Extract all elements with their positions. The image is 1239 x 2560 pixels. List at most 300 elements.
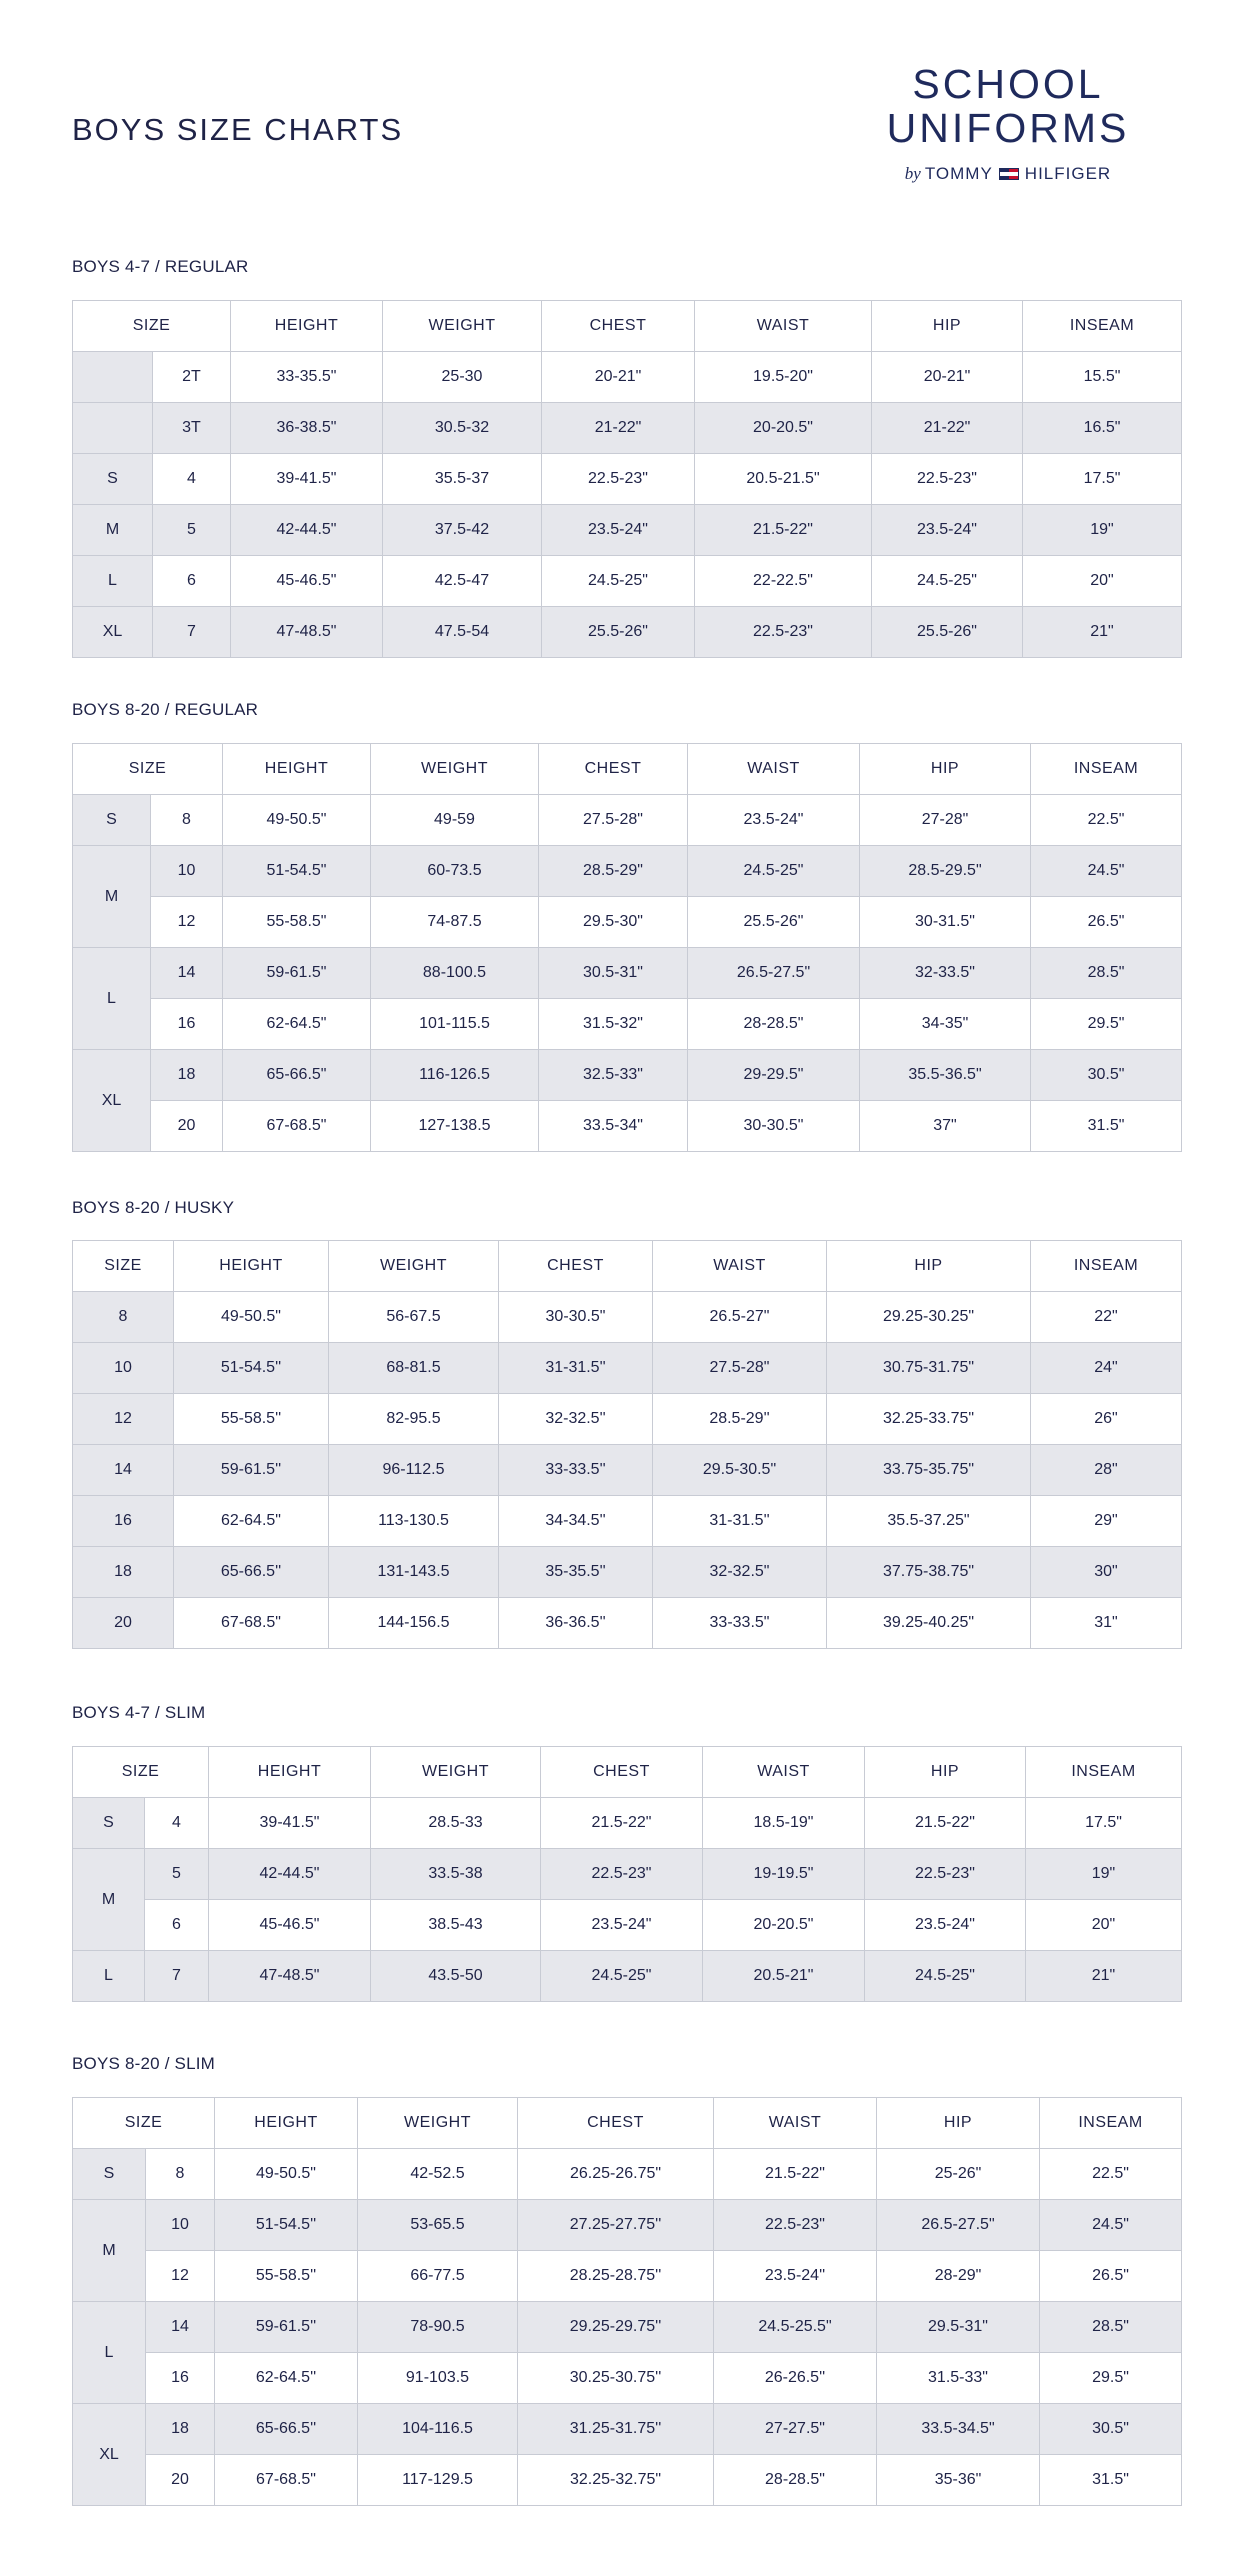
waist-cell: 26-26.5'' — [714, 2353, 877, 2404]
chest-cell: 32.5-33" — [539, 1050, 688, 1101]
header-hip: HIP — [860, 744, 1031, 795]
chest-cell: 21.5-22" — [541, 1798, 703, 1849]
header-weight: WEIGHT — [371, 1747, 541, 1798]
height-cell: 59-61.5'' — [215, 2302, 358, 2353]
inseam-cell: 24.5" — [1031, 846, 1182, 897]
size-cell: 12 — [151, 897, 223, 948]
weight-cell: 127-138.5 — [371, 1101, 539, 1152]
header-weight: WEIGHT — [358, 2098, 518, 2149]
height-cell: 42-44.5" — [209, 1849, 371, 1900]
header-chest: CHEST — [499, 1241, 653, 1292]
inseam-cell: 24" — [1031, 1343, 1182, 1394]
table-row — [73, 2200, 1182, 2251]
chest-cell: 26.25-26.75" — [518, 2149, 714, 2200]
table-row — [73, 2149, 1182, 2200]
hip-cell: 28-29" — [877, 2251, 1040, 2302]
chest-cell: 33-33.5'' — [499, 1445, 653, 1496]
header-hip: HIP — [877, 2098, 1040, 2149]
header-weight: WEIGHT — [329, 1241, 499, 1292]
inseam-cell: 17.5" — [1023, 454, 1182, 505]
table-row — [73, 1849, 1182, 1900]
weight-cell: 47.5-54 — [383, 607, 542, 658]
weight-cell: 117-129.5 — [358, 2455, 518, 2506]
waist-cell: 28.5-29'' — [653, 1394, 827, 1445]
header-waist: WAIST — [714, 2098, 877, 2149]
weight-cell: 33.5-38 — [371, 1849, 541, 1900]
size-group-cell: S — [73, 2149, 146, 2200]
size-cell: 6 — [145, 1900, 209, 1951]
header-weight: WEIGHT — [371, 744, 539, 795]
height-cell: 67-68.5" — [215, 2455, 358, 2506]
table-row — [73, 1292, 1182, 1343]
inseam-cell: 29.5" — [1031, 999, 1182, 1050]
table-row — [73, 1445, 1182, 1496]
hip-cell: 26.5-27.5" — [877, 2200, 1040, 2251]
hip-cell: 35-36" — [877, 2455, 1040, 2506]
table-header-row — [73, 744, 1182, 795]
weight-cell: 35.5-37 — [383, 454, 542, 505]
logo-line-uniforms: UNIFORMS — [886, 105, 1130, 151]
hip-cell: 24.5-25" — [872, 556, 1023, 607]
inseam-cell: 20" — [1023, 556, 1182, 607]
inseam-cell: 31.5" — [1040, 2455, 1182, 2506]
height-cell: 55-58.5'' — [174, 1394, 329, 1445]
size-cell: 8 — [73, 1292, 174, 1343]
table-header-row — [73, 1241, 1182, 1292]
size-cell: 10 — [146, 2200, 215, 2251]
height-cell: 62-64.5" — [223, 999, 371, 1050]
school-uniforms-logo — [878, 62, 1138, 184]
logo-brand-right: HILFIGER — [1024, 164, 1112, 183]
weight-cell: 101-115.5 — [371, 999, 539, 1050]
size-cell: 14 — [73, 1445, 174, 1496]
size-cell: 18 — [151, 1050, 223, 1101]
inseam-cell: 19" — [1023, 505, 1182, 556]
height-cell: 49-50.5" — [215, 2149, 358, 2200]
height-cell: 51-54.5'' — [174, 1343, 329, 1394]
height-cell: 55-58.5" — [223, 897, 371, 948]
chest-cell: 20-21" — [542, 352, 695, 403]
chest-cell: 23.5-24" — [542, 505, 695, 556]
inseam-cell: 17.5" — [1026, 1798, 1182, 1849]
header-height: HEIGHT — [215, 2098, 358, 2149]
size-cell: 18 — [73, 1547, 174, 1598]
logo-brand-left: TOMMY — [924, 164, 993, 183]
inseam-cell: 22.5" — [1031, 795, 1182, 846]
weight-cell: 82-95.5 — [329, 1394, 499, 1445]
header-weight: WEIGHT — [383, 301, 542, 352]
table-header-row — [73, 2098, 1182, 2149]
table-row — [73, 1343, 1182, 1394]
section-title-boys-4-7-regular: BOYS 4-7 / REGULAR — [72, 257, 249, 276]
chest-cell: 27.5-28" — [539, 795, 688, 846]
table-row — [73, 1951, 1182, 2002]
waist-cell: 23.5-24" — [688, 795, 860, 846]
inseam-cell: 21" — [1023, 607, 1182, 658]
table-row — [73, 403, 1182, 454]
waist-cell: 21.5-22" — [714, 2149, 877, 2200]
waist-cell: 32-32.5" — [653, 1547, 827, 1598]
table-row — [73, 1050, 1182, 1101]
header-hip: HIP — [827, 1241, 1031, 1292]
chest-cell: 28.25-28.75'' — [518, 2251, 714, 2302]
table-row — [73, 1547, 1182, 1598]
size-cell: 20 — [146, 2455, 215, 2506]
hip-cell: 35.5-36.5" — [860, 1050, 1031, 1101]
size-group-cell: XL — [73, 1050, 151, 1152]
hip-cell: 35.5-37.25" — [827, 1496, 1031, 1547]
size-group-cell: S — [73, 795, 151, 846]
hip-cell: 33.5-34.5" — [877, 2404, 1040, 2455]
table-row — [73, 505, 1182, 556]
hip-cell: 24.5-25" — [865, 1951, 1026, 2002]
header-hip: HIP — [872, 301, 1023, 352]
table-row — [73, 2251, 1182, 2302]
height-cell: 36-38.5" — [231, 403, 383, 454]
table-row — [73, 897, 1182, 948]
header-height: HEIGHT — [174, 1241, 329, 1292]
size-group-cell: XL — [73, 607, 153, 658]
hip-cell: 32-33.5" — [860, 948, 1031, 999]
inseam-cell: 20" — [1026, 1900, 1182, 1951]
table-row — [73, 1496, 1182, 1547]
waist-cell: 22-22.5" — [695, 556, 872, 607]
hip-cell: 30.75-31.75" — [827, 1343, 1031, 1394]
size-cell: 16 — [73, 1496, 174, 1547]
table-row — [73, 556, 1182, 607]
waist-cell: 31-31.5'' — [653, 1496, 827, 1547]
table-row — [73, 2404, 1182, 2455]
header-height: HEIGHT — [231, 301, 383, 352]
height-cell: 51-54.5" — [223, 846, 371, 897]
waist-cell: 22.5-23" — [714, 2200, 877, 2251]
size-cell: 7 — [145, 1951, 209, 2002]
chest-cell: 31.25-31.75'' — [518, 2404, 714, 2455]
weight-cell: 66-77.5 — [358, 2251, 518, 2302]
header-inseam: INSEAM — [1023, 301, 1182, 352]
height-cell: 62-64.5" — [174, 1496, 329, 1547]
waist-cell: 27-27.5" — [714, 2404, 877, 2455]
header-size: SIZE — [73, 1241, 174, 1292]
hip-cell: 25.5-26" — [872, 607, 1023, 658]
inseam-cell: 19" — [1026, 1849, 1182, 1900]
waist-cell: 29.5-30.5" — [653, 1445, 827, 1496]
hip-cell: 22.5-23" — [872, 454, 1023, 505]
weight-cell: 28.5-33 — [371, 1798, 541, 1849]
waist-cell: 29-29.5" — [688, 1050, 860, 1101]
size-group-cell: S — [73, 454, 153, 505]
section-title-boys-8-20-husky: BOYS 8-20 / HUSKY — [72, 1198, 235, 1217]
inseam-cell: 22.5" — [1040, 2149, 1182, 2200]
hip-cell: 33.75-35.75" — [827, 1445, 1031, 1496]
size-cell: 5 — [153, 505, 231, 556]
size-cell: 2T — [153, 352, 231, 403]
header-waist: WAIST — [688, 744, 860, 795]
size-group-cell: M — [73, 505, 153, 556]
inseam-cell: 16.5" — [1023, 403, 1182, 454]
height-cell: 39-41.5" — [231, 454, 383, 505]
waist-cell: 18.5-19" — [703, 1798, 865, 1849]
inseam-cell: 24.5" — [1040, 2200, 1182, 2251]
weight-cell: 104-116.5 — [358, 2404, 518, 2455]
chest-cell: 34-34.5'' — [499, 1496, 653, 1547]
size-group-cell — [73, 352, 153, 403]
size-group-cell: S — [73, 1798, 145, 1849]
height-cell: 55-58.5'' — [215, 2251, 358, 2302]
weight-cell: 60-73.5 — [371, 846, 539, 897]
size-table-boys-8-20-husky — [72, 1240, 1182, 1649]
height-cell: 49-50.5" — [223, 795, 371, 846]
hip-cell: 25-26" — [877, 2149, 1040, 2200]
weight-cell: 116-126.5 — [371, 1050, 539, 1101]
table-header-row — [73, 1747, 1182, 1798]
weight-cell: 42-52.5 — [358, 2149, 518, 2200]
hip-cell: 39.25-40.25" — [827, 1598, 1031, 1649]
header-inseam: INSEAM — [1040, 2098, 1182, 2149]
chest-cell: 32-32.5'' — [499, 1394, 653, 1445]
inseam-cell: 31" — [1031, 1598, 1182, 1649]
size-cell: 12 — [73, 1394, 174, 1445]
table-row — [73, 1798, 1182, 1849]
height-cell: 51-54.5'' — [215, 2200, 358, 2251]
size-group-cell — [73, 403, 153, 454]
inseam-cell: 26.5" — [1031, 897, 1182, 948]
waist-cell: 19.5-20" — [695, 352, 872, 403]
waist-cell: 24.5-25.5" — [714, 2302, 877, 2353]
inseam-cell: 29.5" — [1040, 2353, 1182, 2404]
hip-cell: 20-21" — [872, 352, 1023, 403]
weight-cell: 42.5-47 — [383, 556, 542, 607]
inseam-cell: 30" — [1031, 1547, 1182, 1598]
weight-cell: 30.5-32 — [383, 403, 542, 454]
header-size: SIZE — [73, 301, 231, 352]
table-row — [73, 1598, 1182, 1649]
table-row — [73, 2302, 1182, 2353]
size-group-cell: M — [73, 1849, 145, 1951]
chest-cell: 30-30.5" — [499, 1292, 653, 1343]
size-cell: 10 — [151, 846, 223, 897]
size-cell: 18 — [146, 2404, 215, 2455]
waist-cell: 20-20.5" — [703, 1900, 865, 1951]
hip-cell: 22.5-23" — [865, 1849, 1026, 1900]
chest-cell: 24.5-25" — [542, 556, 695, 607]
chest-cell: 24.5-25" — [541, 1951, 703, 2002]
height-cell: 42-44.5" — [231, 505, 383, 556]
waist-cell: 21.5-22" — [695, 505, 872, 556]
waist-cell: 28-28.5" — [714, 2455, 877, 2506]
tommy-flag-icon — [999, 168, 1019, 180]
header-inseam: INSEAM — [1031, 744, 1182, 795]
section-title-boys-4-7-slim: BOYS 4-7 / SLIM — [72, 1703, 206, 1722]
chest-cell: 27.25-27.75'' — [518, 2200, 714, 2251]
waist-cell: 28-28.5" — [688, 999, 860, 1050]
weight-cell: 113-130.5 — [329, 1496, 499, 1547]
header-hip: HIP — [865, 1747, 1026, 1798]
inseam-cell: 28.5" — [1031, 948, 1182, 999]
table-row — [73, 2353, 1182, 2404]
size-group-cell: L — [73, 948, 151, 1050]
height-cell: 59-61.5" — [223, 948, 371, 999]
page-title: BOYS SIZE CHARTS — [72, 112, 404, 147]
inseam-cell: 30.5" — [1031, 1050, 1182, 1101]
chest-cell: 33.5-34" — [539, 1101, 688, 1152]
hip-cell: 27-28" — [860, 795, 1031, 846]
chest-cell: 29.25-29.75'' — [518, 2302, 714, 2353]
waist-cell: 26.5-27" — [653, 1292, 827, 1343]
hip-cell: 23.5-24" — [865, 1900, 1026, 1951]
height-cell: 65-66.5'' — [215, 2404, 358, 2455]
table-row — [73, 795, 1182, 846]
waist-cell: 23.5-24'' — [714, 2251, 877, 2302]
hip-cell: 21.5-22" — [865, 1798, 1026, 1849]
waist-cell: 19-19.5" — [703, 1849, 865, 1900]
header-height: HEIGHT — [209, 1747, 371, 1798]
inseam-cell: 28" — [1031, 1445, 1182, 1496]
header-chest: CHEST — [542, 301, 695, 352]
waist-cell: 26.5-27.5" — [688, 948, 860, 999]
hip-cell: 29.25-30.25" — [827, 1292, 1031, 1343]
size-table-boys-8-20-slim — [72, 2097, 1182, 2506]
chest-cell: 35-35.5'' — [499, 1547, 653, 1598]
section-title-boys-8-20-regular: BOYS 8-20 / REGULAR — [72, 700, 259, 719]
hip-cell: 34-35" — [860, 999, 1031, 1050]
height-cell: 33-35.5" — [231, 352, 383, 403]
height-cell: 47-48.5" — [209, 1951, 371, 2002]
waist-cell: 30-30.5" — [688, 1101, 860, 1152]
header-waist: WAIST — [703, 1747, 865, 1798]
header-size: SIZE — [73, 1747, 209, 1798]
header-height: HEIGHT — [223, 744, 371, 795]
size-cell: 8 — [146, 2149, 215, 2200]
height-cell: 59-61.5'' — [174, 1445, 329, 1496]
size-cell: 4 — [153, 454, 231, 505]
size-cell: 20 — [151, 1101, 223, 1152]
size-cell: 6 — [153, 556, 231, 607]
waist-cell: 20.5-21" — [703, 1951, 865, 2002]
height-cell: 45-46.5" — [209, 1900, 371, 1951]
waist-cell: 25.5-26" — [688, 897, 860, 948]
section-title-boys-8-20-slim: BOYS 8-20 / SLIM — [72, 2054, 216, 2073]
header-chest: CHEST — [541, 1747, 703, 1798]
height-cell: 67-68.5" — [174, 1598, 329, 1649]
chest-cell: 31.5-32" — [539, 999, 688, 1050]
inseam-cell: 26" — [1031, 1394, 1182, 1445]
size-cell: 7 — [153, 607, 231, 658]
weight-cell: 25-30 — [383, 352, 542, 403]
waist-cell: 20-20.5" — [695, 403, 872, 454]
weight-cell: 91-103.5 — [358, 2353, 518, 2404]
table-row — [73, 607, 1182, 658]
size-cell: 20 — [73, 1598, 174, 1649]
height-cell: 65-66.5" — [223, 1050, 371, 1101]
table-row — [73, 948, 1182, 999]
inseam-cell: 26.5" — [1040, 2251, 1182, 2302]
size-cell: 8 — [151, 795, 223, 846]
table-header-row — [73, 301, 1182, 352]
chest-cell: 21-22" — [542, 403, 695, 454]
hip-cell: 37.75-38.75" — [827, 1547, 1031, 1598]
height-cell: 67-68.5" — [223, 1101, 371, 1152]
inseam-cell: 31.5" — [1031, 1101, 1182, 1152]
header-inseam: INSEAM — [1031, 1241, 1182, 1292]
inseam-cell: 29" — [1031, 1496, 1182, 1547]
weight-cell: 88-100.5 — [371, 948, 539, 999]
size-group-cell: L — [73, 556, 153, 607]
size-cell: 14 — [146, 2302, 215, 2353]
hip-cell: 31.5-33" — [877, 2353, 1040, 2404]
hip-cell: 29.5-31" — [877, 2302, 1040, 2353]
height-cell: 47-48.5" — [231, 607, 383, 658]
weight-cell: 96-112.5 — [329, 1445, 499, 1496]
table-row — [73, 846, 1182, 897]
size-cell: 14 — [151, 948, 223, 999]
height-cell: 65-66.5'' — [174, 1547, 329, 1598]
waist-cell: 24.5-25" — [688, 846, 860, 897]
hip-cell: 32.25-33.75" — [827, 1394, 1031, 1445]
table-row — [73, 999, 1182, 1050]
header-size: SIZE — [73, 744, 223, 795]
header-waist: WAIST — [653, 1241, 827, 1292]
inseam-cell: 28.5" — [1040, 2302, 1182, 2353]
chest-cell: 28.5-29" — [539, 846, 688, 897]
height-cell: 39-41.5" — [209, 1798, 371, 1849]
header-chest: CHEST — [518, 2098, 714, 2149]
chest-cell: 22.5-23" — [541, 1849, 703, 1900]
size-cell: 16 — [151, 999, 223, 1050]
height-cell: 45-46.5" — [231, 556, 383, 607]
weight-cell: 144-156.5 — [329, 1598, 499, 1649]
weight-cell: 49-59 — [371, 795, 539, 846]
waist-cell: 22.5-23" — [695, 607, 872, 658]
waist-cell: 20.5-21.5" — [695, 454, 872, 505]
logo-line-school: SCHOOL — [912, 61, 1104, 107]
chest-cell: 23.5-24" — [541, 1900, 703, 1951]
weight-cell: 38.5-43 — [371, 1900, 541, 1951]
size-table-boys-8-20-regular — [72, 743, 1182, 1152]
height-cell: 62-64.5'' — [215, 2353, 358, 2404]
size-table-boys-4-7-slim — [72, 1746, 1182, 2002]
size-cell: 16 — [146, 2353, 215, 2404]
table-row — [73, 1900, 1182, 1951]
hip-cell: 21-22" — [872, 403, 1023, 454]
header-inseam: INSEAM — [1026, 1747, 1182, 1798]
size-cell: 12 — [146, 2251, 215, 2302]
header-waist: WAIST — [695, 301, 872, 352]
weight-cell: 74-87.5 — [371, 897, 539, 948]
size-group-cell: M — [73, 2200, 146, 2302]
chest-cell: 29.5-30" — [539, 897, 688, 948]
size-table-boys-4-7-regular — [72, 300, 1182, 658]
size-group-cell: L — [73, 1951, 145, 2002]
size-group-cell: M — [73, 846, 151, 948]
inseam-cell: 21" — [1026, 1951, 1182, 2002]
chest-cell: 31-31.5'' — [499, 1343, 653, 1394]
size-group-cell: L — [73, 2302, 146, 2404]
chest-cell: 30.5-31" — [539, 948, 688, 999]
chest-cell: 22.5-23" — [542, 454, 695, 505]
weight-cell: 43.5-50 — [371, 1951, 541, 2002]
chest-cell: 30.25-30.75'' — [518, 2353, 714, 2404]
hip-cell: 37" — [860, 1101, 1031, 1152]
inseam-cell: 22" — [1031, 1292, 1182, 1343]
logo-by: by — [904, 164, 921, 183]
waist-cell: 33-33.5" — [653, 1598, 827, 1649]
weight-cell: 53-65.5 — [358, 2200, 518, 2251]
waist-cell: 27.5-28" — [653, 1343, 827, 1394]
size-cell: 4 — [145, 1798, 209, 1849]
hip-cell: 30-31.5" — [860, 897, 1031, 948]
table-row — [73, 1394, 1182, 1445]
